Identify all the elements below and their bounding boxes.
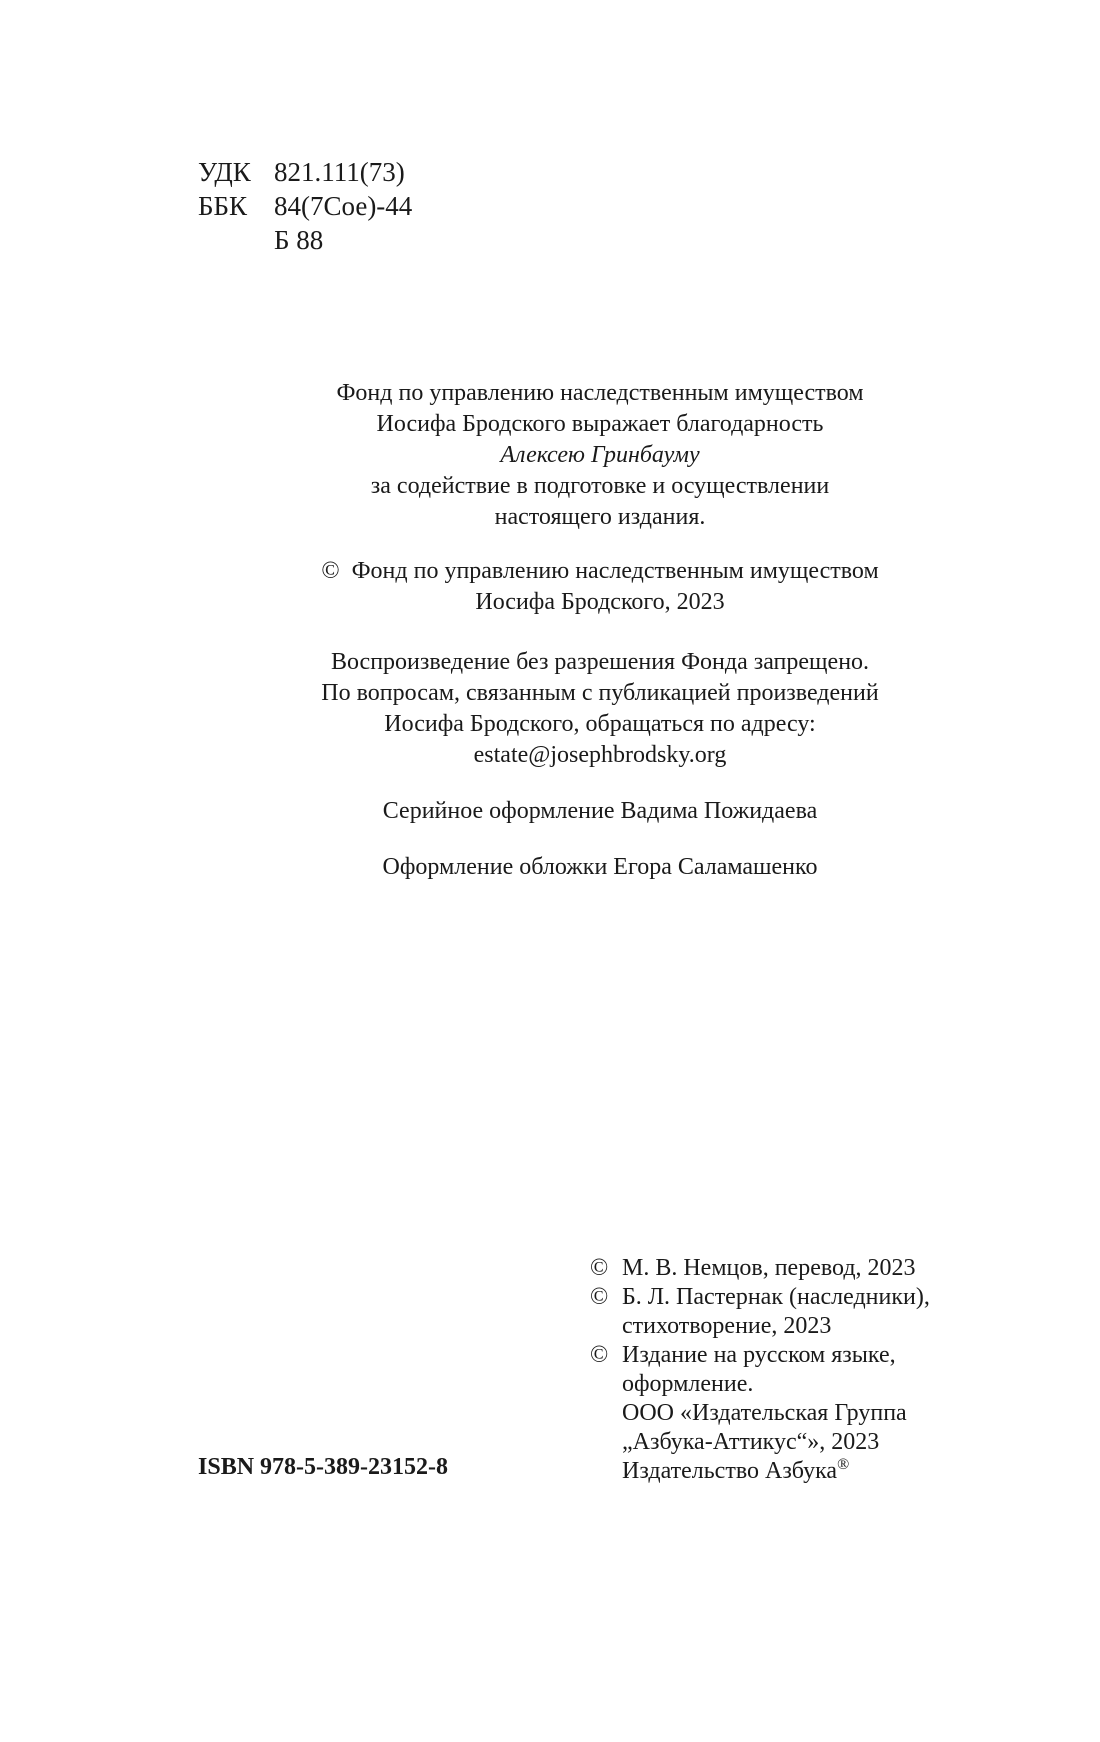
foundation-copyright — [250, 556, 950, 618]
acknowledged-person: Алексею Гринбауму — [500, 442, 700, 468]
acknowledgement-line: за содействие в подготовке и осуществлении — [370, 473, 830, 499]
copyright-icon: © — [590, 1255, 609, 1281]
foundation-copyright-line: Иосифа Бродского, 2023 — [475, 589, 725, 615]
rights-notice-line: Иосифа Бродского, обращаться по адресу: — [384, 711, 816, 737]
copyright-line: ООО «Издательская Группа — [622, 1400, 907, 1426]
series-design-credit: Серийное оформление Вадима Пожидаева — [382, 798, 818, 824]
acknowledgement-line: Фонд по управлению наследственным имуществом — [336, 380, 864, 406]
bbk-value: 84(7Сое)-44 — [274, 191, 413, 221]
copyright-icon: © — [590, 1342, 609, 1368]
rights-notice — [250, 647, 950, 771]
registered-mark-icon: ® — [837, 1456, 850, 1473]
udk-label: УДК — [198, 157, 251, 187]
classification-block — [198, 155, 412, 257]
copyright-line: стихотворение, 2023 — [622, 1313, 832, 1339]
contact-email: estate@josephbrodsky.org — [473, 742, 727, 768]
foundation-copyright-text: Фонд по управлению наследственным имуществом — [351, 558, 879, 584]
author-mark: Б 88 — [274, 225, 324, 255]
publisher-line — [622, 1457, 907, 1486]
copyright-line: „Азбука-Аттикус“», 2023 — [622, 1429, 880, 1455]
acknowledgement-line: настоящего издания. — [494, 504, 706, 530]
bbk-label: ББК — [198, 191, 248, 221]
copyright-item — [590, 1254, 930, 1283]
foundation-copyright-line — [250, 556, 950, 587]
copyright-list — [590, 1254, 930, 1486]
copyright-line: Издание на русском языке, — [622, 1342, 896, 1368]
copyright-line: М. В. Немцов, перевод, 2023 — [622, 1255, 916, 1281]
udk-row — [198, 155, 412, 189]
udk-value: 821.111(73) — [274, 157, 405, 187]
bbk-row — [198, 189, 412, 223]
copyright-icon: © — [321, 558, 340, 584]
cover-design-credit: Оформление обложки Егора Саламашенко — [382, 854, 818, 880]
copyright-icon: © — [590, 1284, 609, 1310]
rights-notice-line: По вопросам, связанным с публикацией произведений — [321, 680, 879, 706]
copyright-line: Б. Л. Пастернак (наследники), — [622, 1284, 930, 1310]
copyright-item — [590, 1283, 930, 1341]
isbn: ISBN 978-5-389-23152-8 — [198, 1454, 448, 1480]
publisher-name: Издательство Азбука — [622, 1458, 838, 1484]
acknowledgement-block — [250, 378, 950, 533]
copyright-line: оформление. — [622, 1371, 754, 1397]
acknowledgement-line: Иосифа Бродского выражает благодарность — [376, 411, 824, 437]
copyright-item — [590, 1341, 930, 1486]
rights-notice-line: Воспроизведение без разрешения Фонда запрещено. — [330, 649, 870, 675]
